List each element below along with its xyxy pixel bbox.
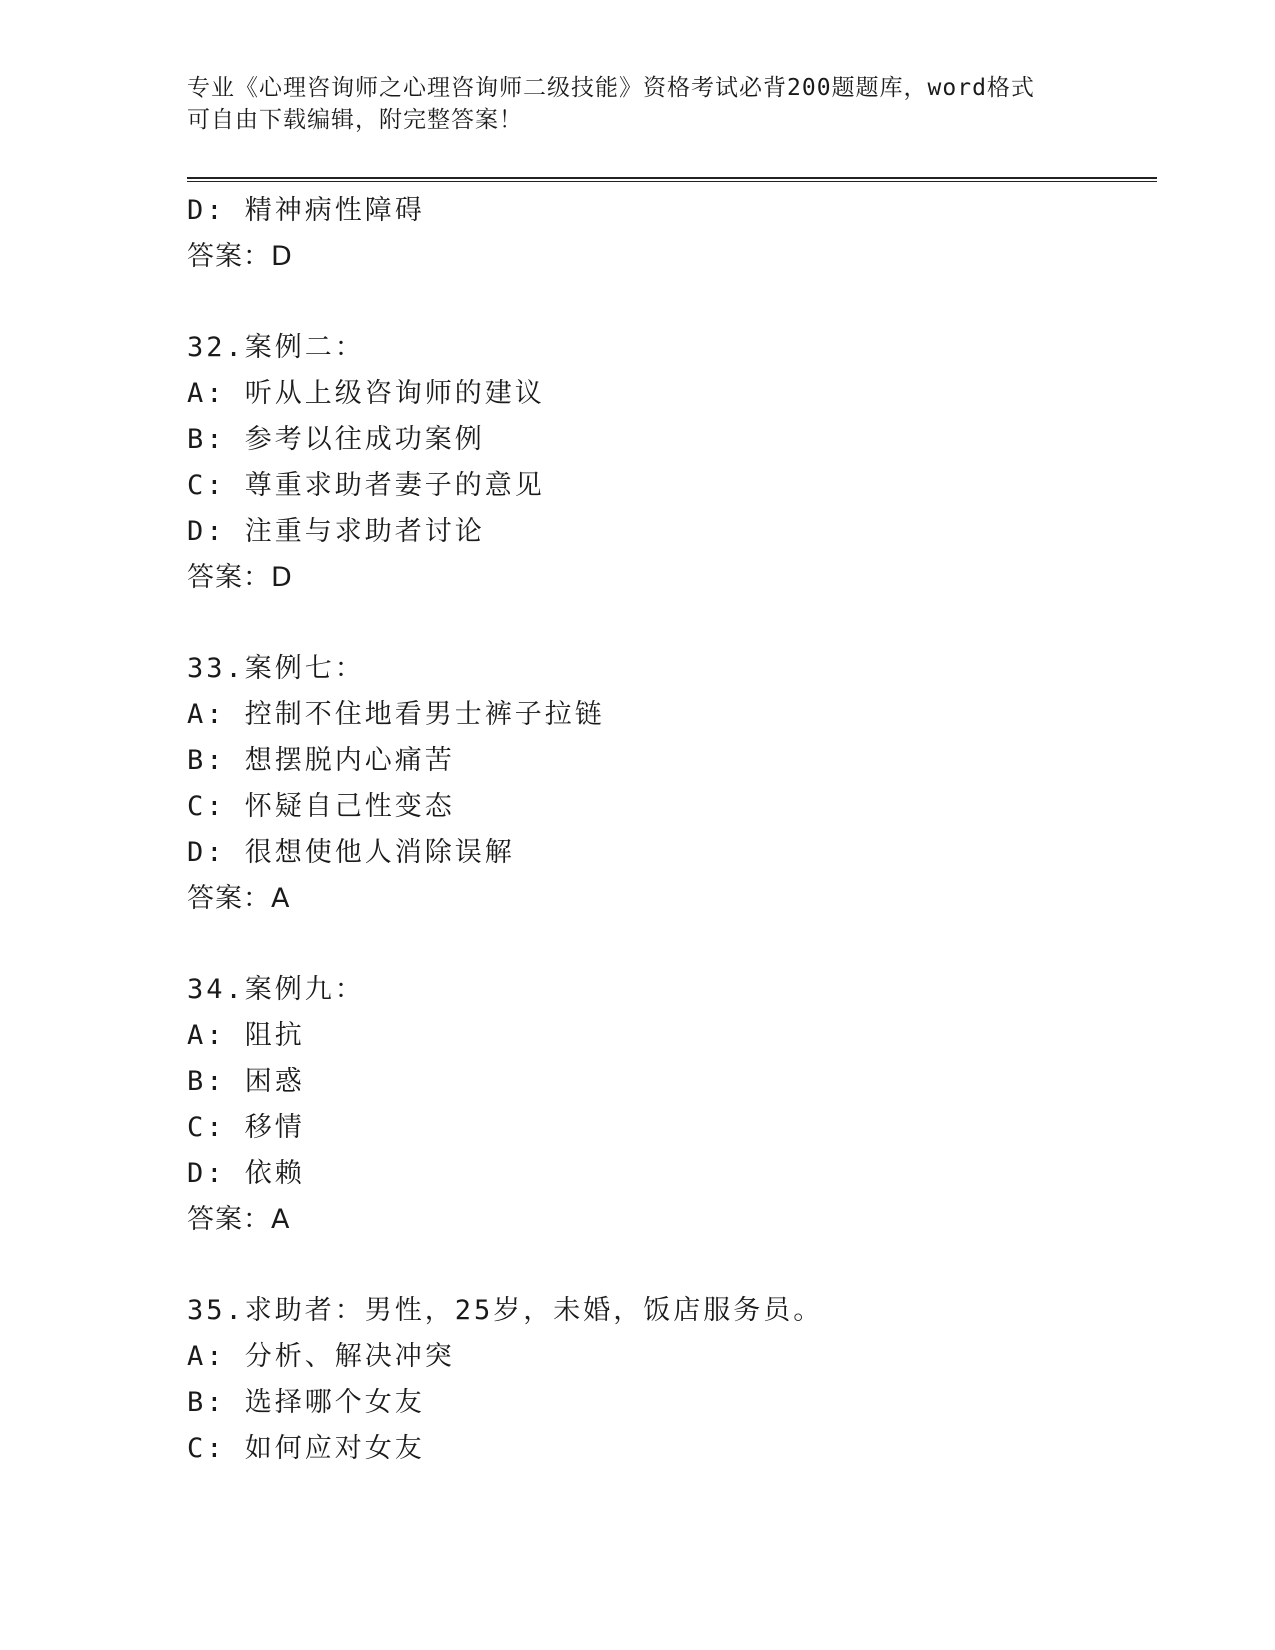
- answer-line: 答案：D: [187, 241, 293, 272]
- option-d: D: 很想使他人消除误解: [187, 837, 515, 868]
- option-d: D: 精神病性障碍: [187, 195, 425, 226]
- option-a: A: 分析、解决冲突: [187, 1341, 455, 1372]
- question-32: [187, 325, 1157, 601]
- document-header: [187, 72, 1067, 136]
- answer-line: 答案：A: [187, 1204, 291, 1235]
- header-line-1: 专业《心理咨询师之心理咨询师二级技能》资格考试必背200题题库，word格式: [187, 75, 1035, 101]
- answer-line: 答案：A: [187, 883, 291, 914]
- answer-line: 答案：D: [187, 562, 293, 593]
- option-a: A: 控制不住地看男士裤子拉链: [187, 699, 605, 730]
- option-c: C: 怀疑自己性变态: [187, 791, 455, 822]
- option-d: D: 注重与求助者讨论: [187, 516, 485, 547]
- question-35: [187, 1288, 1157, 1472]
- question-list: [187, 188, 1157, 1472]
- option-a: A: 阻抗: [187, 1020, 305, 1051]
- header-line-2: 可自由下载编辑，附完整答案！: [187, 107, 523, 133]
- option-b: B: 参考以往成功案例: [187, 424, 485, 455]
- option-c: C: 移情: [187, 1112, 305, 1143]
- question-title: 35.求助者：男性，25岁，未婚，饭店服务员。: [187, 1295, 824, 1326]
- option-a: A: 听从上级咨询师的建议: [187, 378, 545, 409]
- question-title: 32.案例二：: [187, 332, 365, 363]
- question-title: 33.案例七：: [187, 653, 365, 684]
- header-divider: [187, 177, 1157, 182]
- question-34: [187, 967, 1157, 1243]
- question-31-fragment: [187, 188, 1157, 280]
- option-c: C: 尊重求助者妻子的意见: [187, 470, 545, 501]
- option-c: C: 如何应对女友: [187, 1433, 425, 1464]
- option-b: B: 选择哪个女友: [187, 1387, 425, 1418]
- option-d: D: 依赖: [187, 1158, 305, 1189]
- option-b: B: 困惑: [187, 1066, 305, 1097]
- option-b: B: 想摆脱内心痛苦: [187, 745, 455, 776]
- question-title: 34.案例九：: [187, 974, 365, 1005]
- question-33: [187, 646, 1157, 922]
